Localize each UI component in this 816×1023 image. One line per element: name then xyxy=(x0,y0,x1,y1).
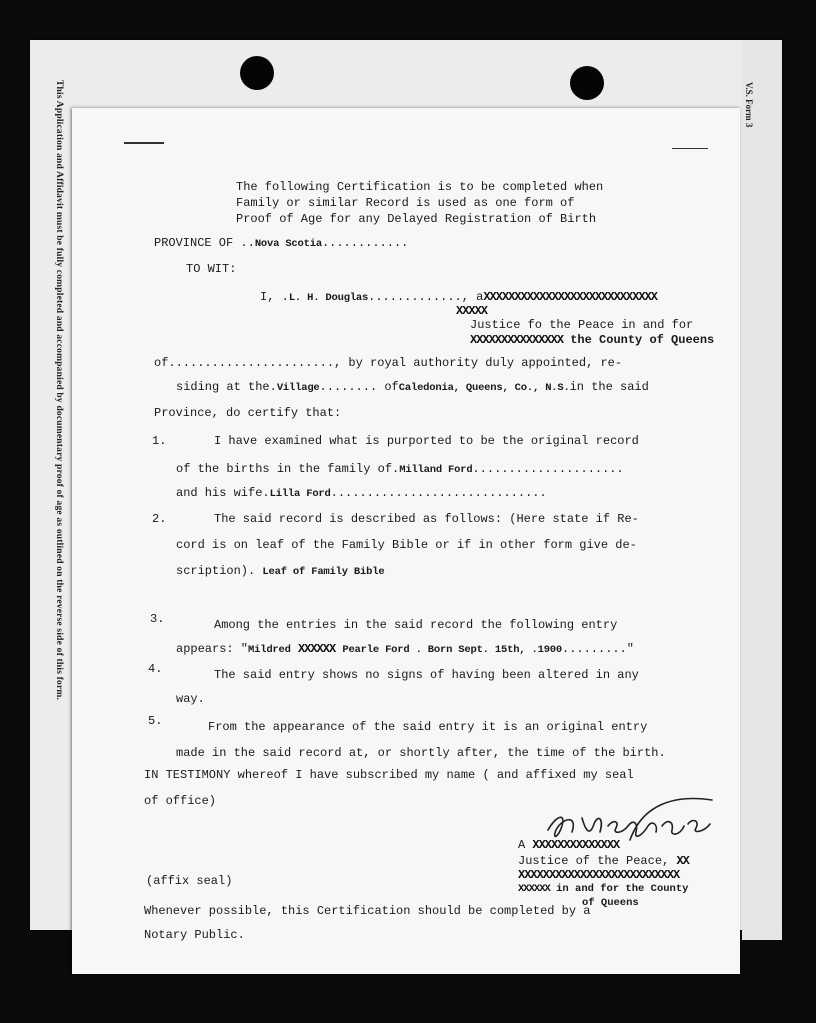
item-number: 4. xyxy=(148,662,163,676)
testimony-line: of office) xyxy=(144,794,217,808)
province-value: Nova Scotia xyxy=(254,238,322,250)
family-label: of the births in the family of. xyxy=(176,462,400,476)
side-instruction-note: This Application and Affidavit must be fully completed and accompanied by documentary proof of age as outlined on the reverse side of this form. xyxy=(54,80,64,701)
jp-county: the County of Queens xyxy=(570,333,715,347)
wife-line xyxy=(176,486,547,501)
dots: ........ of xyxy=(319,380,399,394)
entry-line xyxy=(176,642,634,657)
dots: ........." xyxy=(562,642,635,656)
province-line xyxy=(154,236,408,251)
residing-prefix: siding at the. xyxy=(176,380,277,394)
punch-hole-icon xyxy=(570,66,604,100)
dots: ............ xyxy=(321,236,409,250)
item-text: The said record is described as follows: (Here state if Re- xyxy=(214,512,639,526)
description-line xyxy=(176,564,384,579)
residing-place: Caledonia, Queens, Co., N.S. xyxy=(398,382,570,394)
appears-label: appears: " xyxy=(176,642,249,656)
signature-jp xyxy=(518,854,689,868)
description-label: scription). xyxy=(176,564,256,578)
footer-line: Whenever possible, this Certification should be completed by a xyxy=(144,904,591,918)
dots: .............................. xyxy=(330,486,547,500)
jp-line-2 xyxy=(470,333,714,347)
father-name: Milland Ford xyxy=(399,464,473,476)
footer-line: Notary Public. xyxy=(144,928,245,942)
residing-line xyxy=(176,380,649,395)
struck-text: XXXXXX xyxy=(297,642,336,656)
struck-text: XXXXXX xyxy=(518,883,550,895)
staple-mark xyxy=(124,142,164,144)
testimony-line: IN TESTIMONY whereof I have subscribed my name ( and affixed my seal xyxy=(144,768,634,782)
mother-name: Lilla Ford xyxy=(269,488,331,500)
heading-line: The following Certification is to be completed when xyxy=(236,180,604,194)
struck-text: XXXXXXXXXXXXXXXXXXXXXXXXXX xyxy=(518,868,680,882)
item-text: way. xyxy=(176,692,205,706)
item-number: 2. xyxy=(152,512,167,526)
sig-a-label: A xyxy=(518,838,526,852)
heading-line: Proof of Age for any Delayed Registration of Birth xyxy=(236,212,597,226)
struck-text: XXXXX xyxy=(456,304,488,318)
jp-line: Justice fo the Peace in and for xyxy=(470,318,694,332)
heading-line: Family or similar Record is used as one form of xyxy=(236,196,575,210)
signature-county xyxy=(518,882,688,896)
entry-name: Mildred xyxy=(248,644,291,656)
form-id: V.S. Form 3 xyxy=(744,82,754,128)
struck-text: XXXXXXXXXXXXXXXXXXXXXXXXXXXX xyxy=(483,290,657,304)
sig-county-label: in and for the County xyxy=(556,883,689,895)
affix-seal-label: (affix seal) xyxy=(146,874,233,888)
back-sheet-edge xyxy=(742,40,782,940)
item-number: 1. xyxy=(152,434,167,448)
staple-mark xyxy=(672,148,708,149)
struck-text: XXXXXXXXXXXXXX xyxy=(532,838,620,852)
struck-text: XX xyxy=(676,854,689,868)
province-certify: Province, do certify that: xyxy=(154,406,342,420)
family-line xyxy=(176,462,624,477)
person-line xyxy=(260,290,657,305)
item-text: I have examined what is purported to be the original record xyxy=(214,434,639,448)
person-prefix: I, . xyxy=(260,290,289,304)
to-wit-label: TO WIT: xyxy=(186,262,237,276)
residing-suffix: in the said xyxy=(569,380,649,394)
item-text: Among the entries in the said record the following entry xyxy=(214,618,618,632)
item-number: 5. xyxy=(148,714,163,728)
residing-value: Village xyxy=(276,382,320,394)
punch-hole-icon xyxy=(240,56,274,90)
item-text: made in the said record at, or shortly after, the time of the birth. xyxy=(176,746,666,760)
of-line: of......................., by royal authority duly appointed, re- xyxy=(154,356,623,370)
wife-label: and his wife. xyxy=(176,486,270,500)
signature-of-queens: of Queens xyxy=(582,897,639,909)
dots: ............., a xyxy=(368,290,484,304)
description-value: Leaf of Family Bible xyxy=(262,566,385,578)
item-text: cord is on leaf of the Family Bible or if in other form give de- xyxy=(176,538,637,552)
item-text: The said entry shows no signs of having been altered in any xyxy=(214,668,639,682)
entry-value: Pearle Ford . Born Sept. 15th, .1900 xyxy=(342,644,562,656)
dots: ..................... xyxy=(472,462,624,476)
person-name: L. H. Douglas xyxy=(288,292,369,304)
struck-text: XXXXXXXXXXXXXXX xyxy=(470,333,564,347)
province-label: PROVINCE OF .. xyxy=(154,236,255,250)
certification-sheet xyxy=(72,108,740,974)
item-number: 3. xyxy=(150,612,165,626)
signature-block-a xyxy=(518,838,619,852)
sig-jp-label: Justice of the Peace, xyxy=(518,854,670,868)
item-text: From the appearance of the said entry it is an original entry xyxy=(208,720,648,734)
